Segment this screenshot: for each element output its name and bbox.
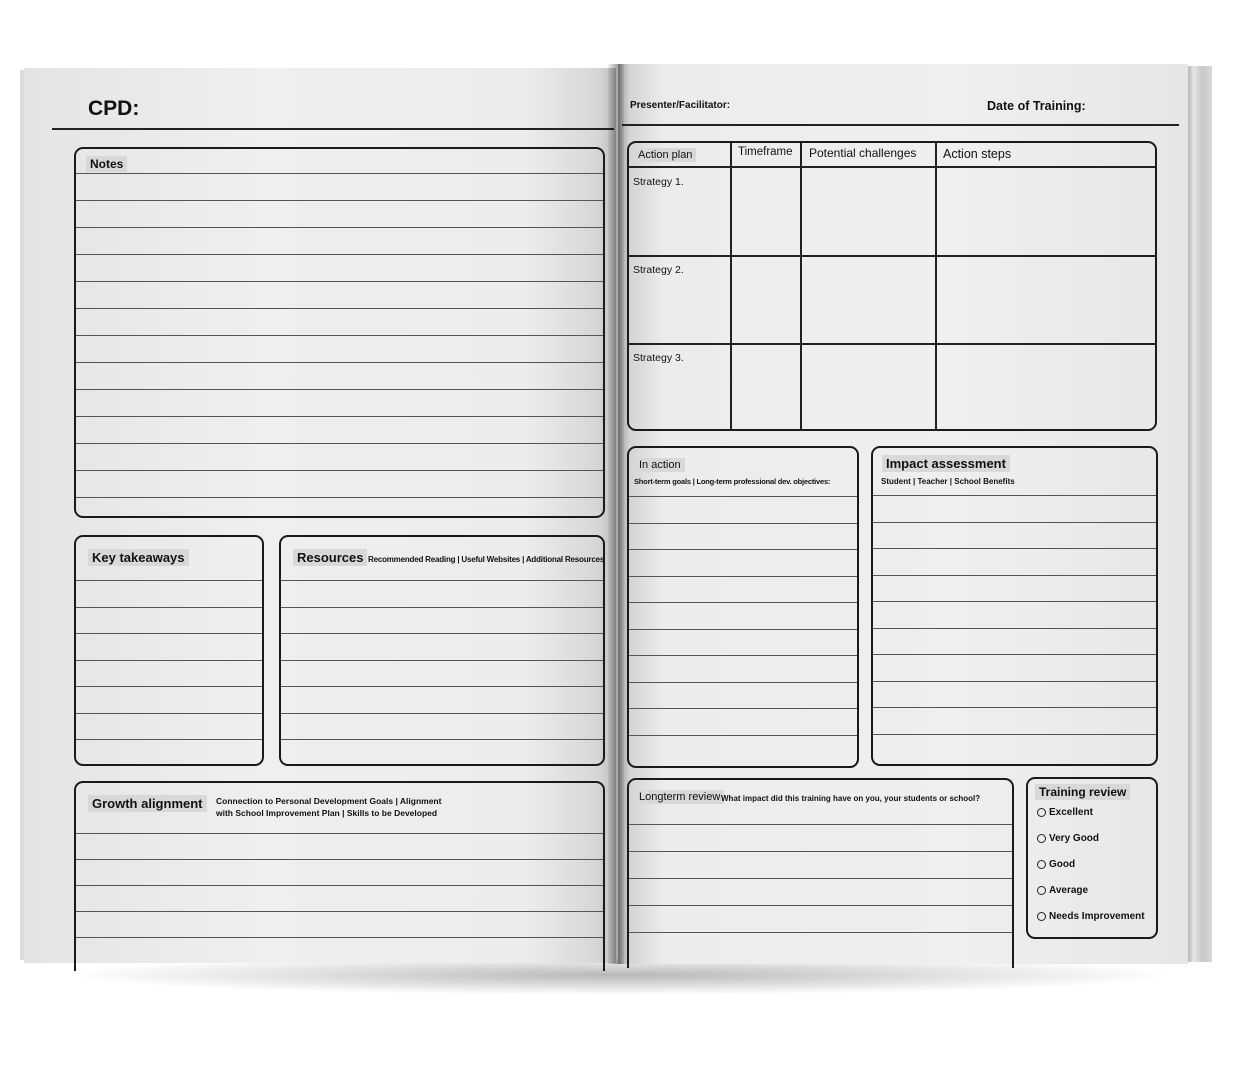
writing-line [629, 496, 857, 497]
notes-label: Notes [86, 156, 127, 172]
writing-line [76, 686, 262, 687]
writing-line [76, 308, 603, 309]
writing-line [281, 713, 603, 714]
radio-icon[interactable] [1037, 912, 1046, 921]
resources-box [279, 535, 605, 766]
writing-line [629, 708, 857, 709]
writing-line [281, 686, 603, 687]
growth-subtitle-line2: with School Improvement Plan | Skills to be Developed [216, 808, 438, 818]
in-action-box [627, 446, 859, 768]
radio-icon[interactable] [1037, 886, 1046, 895]
writing-line [873, 495, 1156, 496]
key-takeaways-box [74, 535, 264, 766]
writing-line [873, 654, 1156, 655]
writing-line [629, 932, 1012, 933]
writing-line [873, 628, 1156, 629]
writing-line [629, 576, 857, 577]
radio-icon[interactable] [1037, 808, 1046, 817]
writing-line [873, 575, 1156, 576]
header-potential-challenges: Potential challenges [809, 146, 917, 160]
writing-line [76, 443, 603, 444]
radio-icon[interactable] [1037, 834, 1046, 843]
row-strategy-1: Strategy 1. [633, 176, 684, 188]
in-action-subtitle: Short-term goals | Long-term professional dev. objectives: [634, 477, 831, 486]
training-review-label: Training review [1035, 784, 1130, 800]
writing-line [76, 335, 603, 336]
writing-line [76, 362, 603, 363]
longterm-subtitle: What impact did this training have on you, your students or school? [721, 794, 981, 803]
table-col-divider [730, 143, 732, 429]
writing-line [76, 580, 262, 581]
writing-line [76, 389, 603, 390]
writing-line [76, 281, 603, 282]
key-takeaways-label: Key takeaways [88, 549, 189, 566]
radio-icon[interactable] [1037, 860, 1046, 869]
review-option-excellent[interactable] [1037, 807, 1093, 818]
writing-line [873, 522, 1156, 523]
review-option-good[interactable] [1037, 859, 1075, 870]
right-header-rule [622, 124, 1179, 126]
writing-line [76, 660, 262, 661]
resources-subtitle: Recommended Reading | Useful Websites | Additional Resources [368, 555, 605, 564]
table-header-rule [629, 166, 1155, 168]
growth-subtitle-line1: Connection to Personal Development Goals | Alignment [216, 796, 442, 806]
review-option-label: Good [1049, 859, 1076, 870]
writing-line [76, 416, 603, 417]
writing-line [629, 655, 857, 656]
notes-box [74, 147, 605, 518]
writing-line [76, 859, 603, 860]
writing-line [281, 607, 603, 608]
review-option-label: Average [1049, 885, 1089, 896]
writing-line [629, 523, 857, 524]
writing-line [281, 633, 603, 634]
writing-line [873, 681, 1156, 682]
writing-line [873, 548, 1156, 549]
review-option-label: Needs Improvement [1049, 911, 1145, 922]
header-action-steps: Action steps [943, 147, 1012, 161]
review-option-label: Excellent [1049, 807, 1093, 818]
book-spine [608, 64, 624, 964]
action-plan-table [627, 141, 1157, 431]
writing-line [629, 851, 1012, 852]
writing-line [629, 602, 857, 603]
writing-line [629, 682, 857, 683]
impact-assessment-box [871, 446, 1158, 766]
header-action-plan: Action plan [634, 148, 696, 162]
review-option-needs-improvement[interactable] [1037, 911, 1145, 922]
row-strategy-2: Strategy 2. [633, 264, 684, 276]
writing-line [76, 200, 603, 201]
cpd-title: CPD: [88, 97, 140, 120]
table-col-divider [800, 143, 802, 429]
longterm-review-label: Longterm review [635, 790, 724, 804]
impact-assessment-label: Impact assessment [882, 455, 1010, 472]
left-header-rule [52, 128, 614, 130]
table-row-divider [629, 343, 1155, 345]
writing-line [76, 911, 603, 912]
writing-line [76, 937, 603, 938]
writing-line [873, 734, 1156, 735]
writing-line [629, 629, 857, 630]
writing-line [629, 735, 857, 736]
training-review-box [1026, 777, 1158, 939]
writing-line [76, 713, 262, 714]
writing-line [76, 497, 603, 498]
writing-line [76, 607, 262, 608]
writing-line [76, 227, 603, 228]
writing-line [873, 707, 1156, 708]
longterm-review-box [627, 778, 1014, 968]
writing-line [281, 739, 603, 740]
row-strategy-3: Strategy 3. [633, 352, 684, 364]
review-option-label: Very Good [1049, 833, 1100, 844]
writing-line [629, 905, 1012, 906]
review-option-very-good[interactable] [1037, 833, 1099, 844]
growth-alignment-box [74, 781, 605, 971]
date-of-training-label: Date of Training: [987, 99, 1086, 113]
in-action-label: In action [635, 458, 685, 472]
writing-line [76, 739, 262, 740]
table-col-divider [935, 143, 937, 429]
impact-subtitle: Student | Teacher | School Benefits [881, 477, 1015, 486]
writing-line [281, 580, 603, 581]
writing-line [281, 660, 603, 661]
writing-line [76, 833, 603, 834]
table-row-divider [629, 255, 1155, 257]
growth-alignment-label: Growth alignment [88, 795, 207, 812]
review-option-average[interactable] [1037, 885, 1088, 896]
writing-line [76, 470, 603, 471]
writing-line [76, 633, 262, 634]
writing-line [629, 549, 857, 550]
header-timeframe: Timeframe [738, 146, 793, 158]
presenter-label: Presenter/Facilitator: [630, 100, 731, 111]
writing-line [629, 878, 1012, 879]
writing-line [76, 173, 603, 174]
writing-line [76, 254, 603, 255]
writing-line [76, 885, 603, 886]
writing-line [873, 601, 1156, 602]
writing-line [629, 824, 1012, 825]
resources-label: Resources [293, 549, 367, 566]
